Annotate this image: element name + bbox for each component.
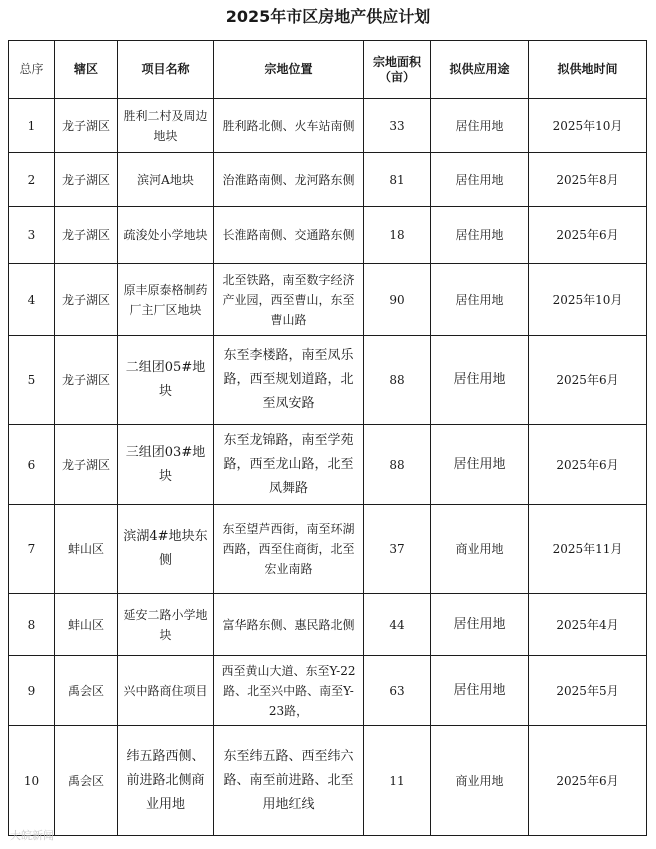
- cell-district: 禹会区: [55, 656, 118, 726]
- cell-index: 2: [9, 153, 55, 207]
- cell-index: 6: [9, 425, 55, 505]
- cell-location: 长淮路南侧、交通路东侧: [214, 207, 364, 264]
- cell-use: 居住用地: [431, 656, 529, 726]
- table-row: [9, 594, 647, 656]
- cell-district: 蚌山区: [55, 594, 118, 656]
- cell-project: 兴中路商住项目: [118, 656, 214, 726]
- cell-location: 东至纬五路、西至纬六路、南至前进路、北至用地红线: [214, 726, 364, 836]
- cell-use: 居住用地: [431, 336, 529, 425]
- cell-location: 治淮路南侧、龙河路东侧: [214, 153, 364, 207]
- cell-time: 2025年6月: [529, 336, 647, 425]
- cell-project: 二组团05#地块: [118, 336, 214, 425]
- cell-index: 9: [9, 656, 55, 726]
- cell-project: 疏浚处小学地块: [118, 207, 214, 264]
- cell-location: 东至望芦西街，南至环湖西路，西至住商街，北至宏业南路: [214, 505, 364, 594]
- page-title: 2025年市区房地产供应计划: [225, 7, 431, 26]
- cell-district: 龙子湖区: [55, 153, 118, 207]
- header-location: 宗地位置: [214, 41, 364, 99]
- cell-index: 7: [9, 505, 55, 594]
- cell-index: 1: [9, 99, 55, 153]
- cell-district: 龙子湖区: [55, 264, 118, 336]
- header-project: 项目名称: [118, 41, 214, 99]
- cell-location: 胜利路北侧、火车站南侧: [214, 99, 364, 153]
- cell-district: 龙子湖区: [55, 425, 118, 505]
- cell-location: 东至龙锦路，南至学苑路，西至龙山路，北至凤舞路: [214, 425, 364, 505]
- header-time: 拟供地时间: [529, 41, 647, 99]
- cell-use: 居住用地: [431, 264, 529, 336]
- cell-use: 商业用地: [431, 505, 529, 594]
- cell-project: 胜利二村及周边地块: [118, 99, 214, 153]
- table-row: [9, 505, 647, 594]
- cell-district: 龙子湖区: [55, 207, 118, 264]
- cell-time: 2025年6月: [529, 207, 647, 264]
- cell-location: 东至李楼路，南至凤乐路，西至规划道路，北至凤安路: [214, 336, 364, 425]
- header-area: 宗地面积（亩）: [364, 41, 431, 99]
- table-row: [9, 336, 647, 425]
- cell-area: 63: [364, 656, 431, 726]
- cell-project: 纬五路西侧、前进路北侧商业用地: [118, 726, 214, 836]
- cell-area: 81: [364, 153, 431, 207]
- cell-use: 居住用地: [431, 207, 529, 264]
- table-row: [9, 207, 647, 264]
- cell-index: 4: [9, 264, 55, 336]
- table-row: [9, 99, 647, 153]
- cell-area: 88: [364, 336, 431, 425]
- cell-use: 商业用地: [431, 726, 529, 836]
- cell-project: 滨河A地块: [118, 153, 214, 207]
- cell-use: 居住用地: [431, 99, 529, 153]
- cell-project: 延安二路小学地块: [118, 594, 214, 656]
- cell-district: 龙子湖区: [55, 336, 118, 425]
- cell-use: 居住用地: [431, 594, 529, 656]
- table-row: [9, 726, 647, 836]
- table-row: [9, 656, 647, 726]
- cell-area: 11: [364, 726, 431, 836]
- cell-index: 3: [9, 207, 55, 264]
- table-header-row: [9, 41, 647, 99]
- header-use: 拟供应用途: [431, 41, 529, 99]
- cell-index: 5: [9, 336, 55, 425]
- cell-index: 8: [9, 594, 55, 656]
- cell-time: 2025年10月: [529, 99, 647, 153]
- cell-district: 蚌山区: [55, 505, 118, 594]
- table-row: [9, 425, 647, 505]
- cell-project: 滨湖4#地块东侧: [118, 505, 214, 594]
- table-row: [9, 264, 647, 336]
- cell-time: 2025年6月: [529, 726, 647, 836]
- cell-time: 2025年11月: [529, 505, 647, 594]
- cell-use: 居住用地: [431, 153, 529, 207]
- cell-time: 2025年10月: [529, 264, 647, 336]
- header-index: 总序: [9, 41, 55, 99]
- cell-time: 2025年6月: [529, 425, 647, 505]
- cell-area: 44: [364, 594, 431, 656]
- cell-location: 北至铁路，南至数字经济产业园，西至曹山，东至曹山路: [214, 264, 364, 336]
- cell-use: 居住用地: [431, 425, 529, 505]
- cell-location: 富华路东侧、惠民路北侧: [214, 594, 364, 656]
- cell-area: 18: [364, 207, 431, 264]
- cell-area: 33: [364, 99, 431, 153]
- supply-plan-table: [8, 40, 647, 836]
- cell-project: 原丰原泰格制药厂主厂区地块: [118, 264, 214, 336]
- cell-district: 龙子湖区: [55, 99, 118, 153]
- header-district: 辖区: [55, 41, 118, 99]
- cell-time: 2025年4月: [529, 594, 647, 656]
- cell-index: 10: [9, 726, 55, 836]
- cell-project: 三组团03#地块: [118, 425, 214, 505]
- cell-location: 西至黄山大道、东至Y-22路、北至兴中路、南至Y-23路，: [214, 656, 364, 726]
- cell-area: 88: [364, 425, 431, 505]
- cell-time: 2025年5月: [529, 656, 647, 726]
- cell-area: 90: [364, 264, 431, 336]
- cell-time: 2025年8月: [529, 153, 647, 207]
- cell-district: 禹会区: [55, 726, 118, 836]
- table-row: [9, 153, 647, 207]
- cell-area: 37: [364, 505, 431, 594]
- watermark: 大皖新闻: [10, 829, 54, 842]
